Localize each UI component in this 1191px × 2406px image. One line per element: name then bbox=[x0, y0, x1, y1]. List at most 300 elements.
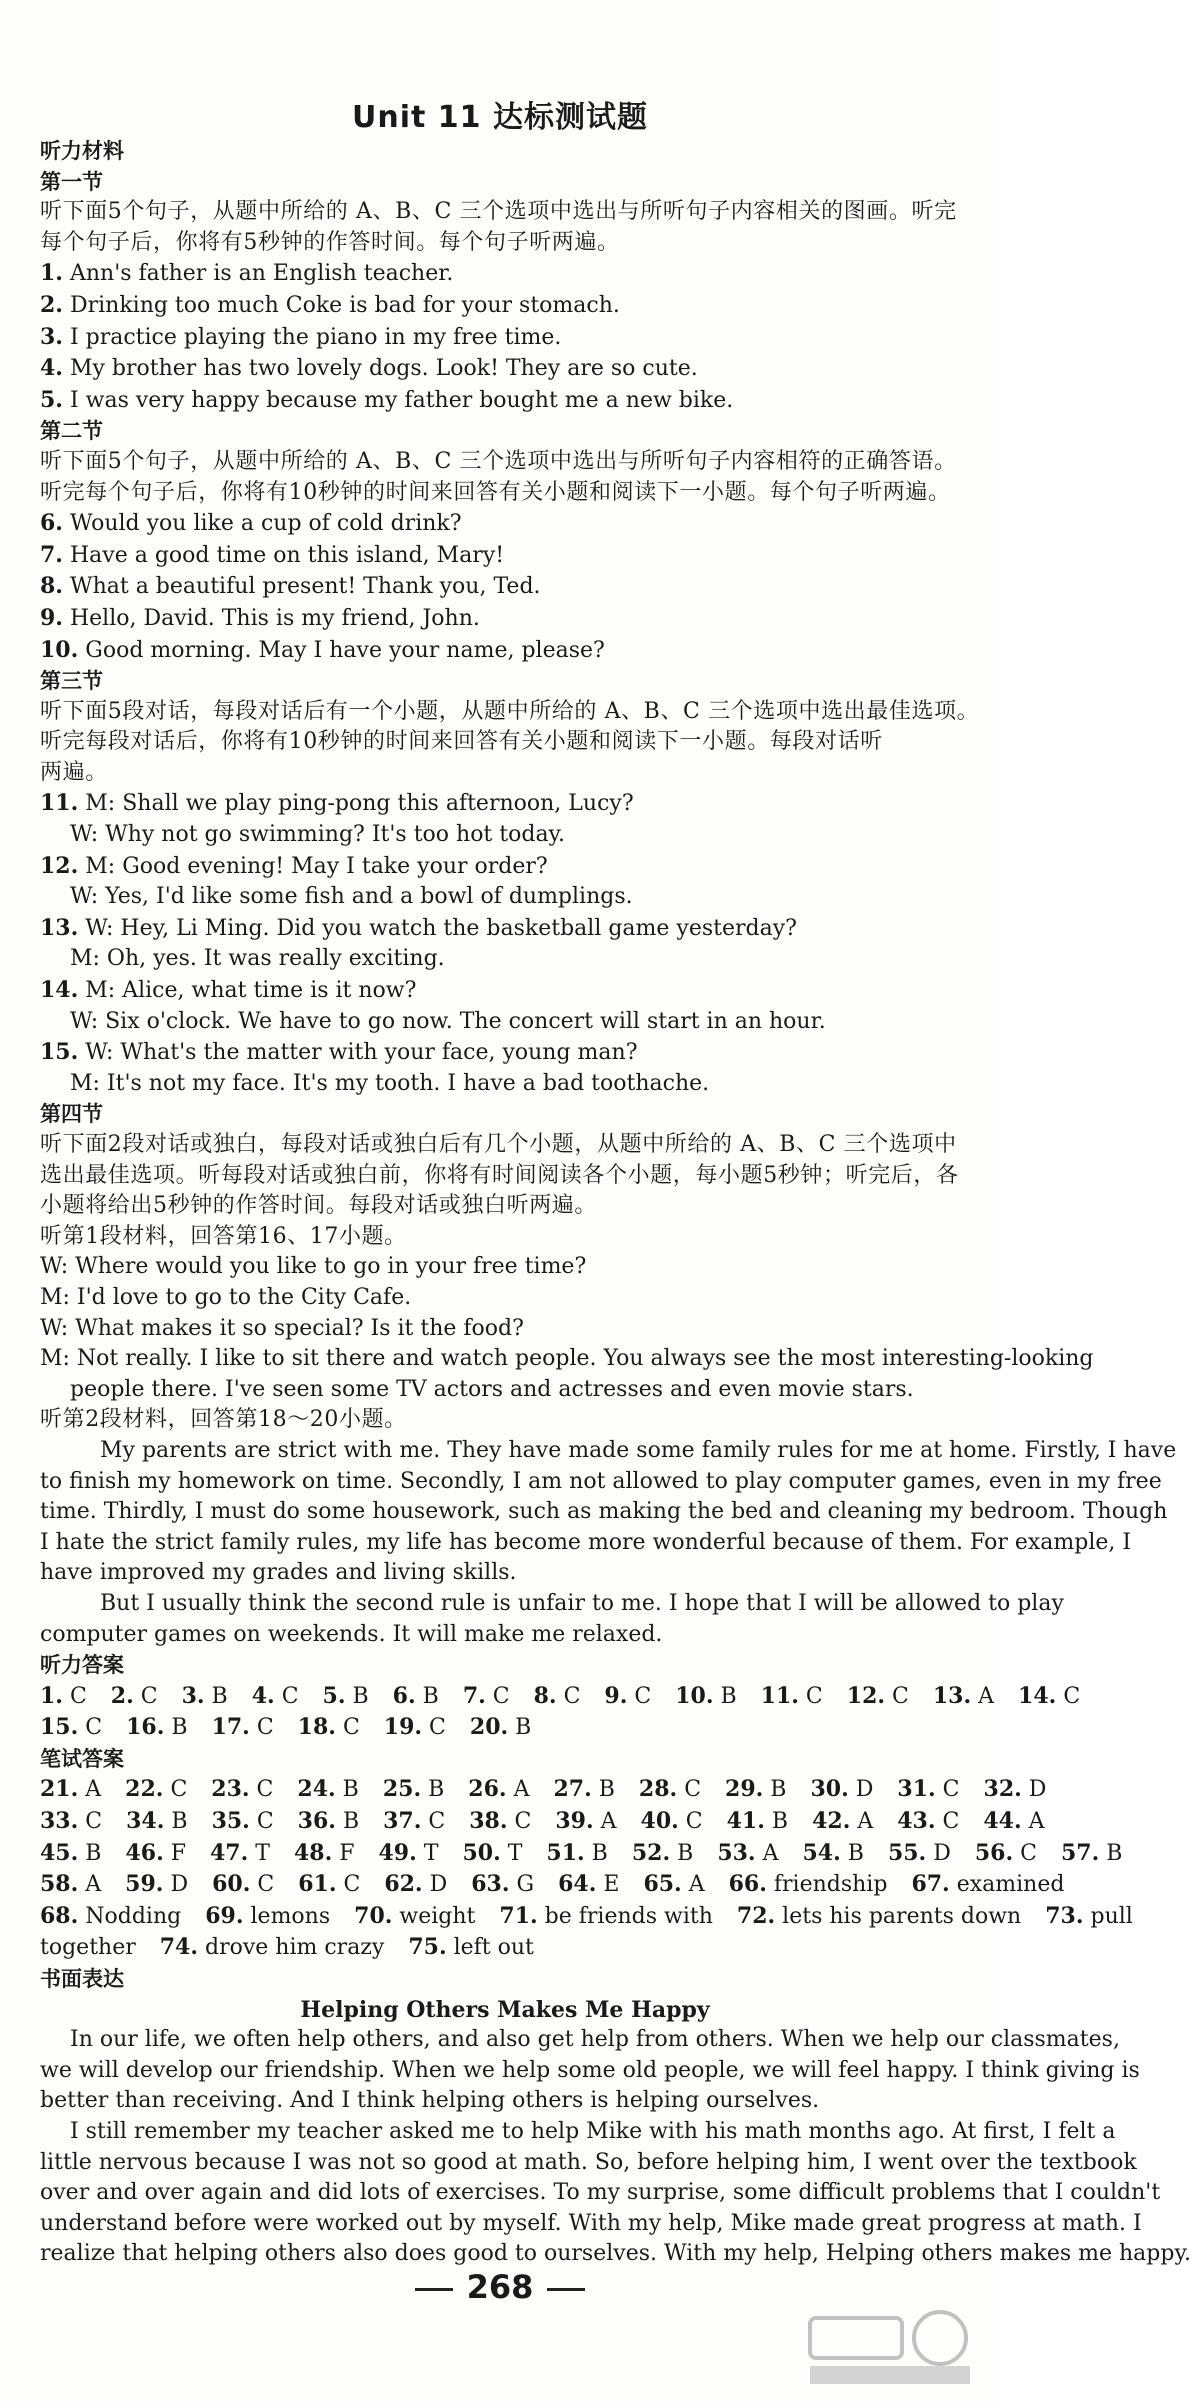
essay-line bbox=[40, 2209, 1142, 2240]
listening-answers bbox=[40, 1681, 1081, 1744]
answer-value: T bbox=[248, 1840, 270, 1866]
material-line bbox=[40, 1130, 970, 1161]
answer-value: pull bbox=[1083, 1903, 1133, 1929]
answer-number: 55. bbox=[887, 1839, 927, 1866]
material-text: Hello, David. This is my friend, John. bbox=[62, 605, 480, 631]
written-answer-item bbox=[212, 1869, 274, 1901]
material-line bbox=[40, 322, 970, 354]
answer-value: G bbox=[509, 1872, 535, 1898]
answer-number: 73. bbox=[1045, 1902, 1084, 1929]
answer-value: B bbox=[164, 1809, 188, 1835]
answer-number: 39. bbox=[555, 1808, 594, 1835]
question-number: 8. bbox=[40, 573, 63, 600]
answer-number: 29. bbox=[725, 1776, 764, 1803]
material-line bbox=[40, 1283, 970, 1314]
written-answer-item bbox=[737, 1901, 1021, 1933]
answer-value: A bbox=[755, 1840, 779, 1866]
answer-number: 31. bbox=[897, 1776, 936, 1803]
listening-answer-item bbox=[212, 1712, 274, 1744]
material-line bbox=[40, 1069, 970, 1100]
material-text: 听完每段对话后，你将有10秒钟的时间来回答有关小题和阅读下一小题。每段对话听 bbox=[40, 729, 883, 755]
question-number: 9. bbox=[40, 604, 63, 631]
written-answer-item bbox=[408, 1932, 534, 1964]
answer-value: A bbox=[850, 1809, 874, 1835]
essay-line bbox=[40, 2148, 1137, 2179]
answer-value: A bbox=[1021, 1809, 1045, 1835]
material-text: M: It's not my face. It's my tooth. I have a bad toothache. bbox=[70, 1070, 710, 1096]
written-answer-item bbox=[1061, 1838, 1122, 1870]
answer-value: C bbox=[422, 1715, 446, 1741]
written-answer-row bbox=[40, 1838, 1123, 1870]
answer-value: B bbox=[508, 1715, 532, 1741]
answer-value: B bbox=[415, 1683, 439, 1709]
material-text: M: Alice, what time is it now? bbox=[78, 978, 417, 1004]
answer-value: B bbox=[204, 1683, 228, 1709]
material-text: 每个句子后，你将有5秒钟的作答时间。每个句子听两遍。 bbox=[40, 229, 620, 255]
written-answer-item bbox=[462, 1838, 522, 1870]
essay-text: understand before were worked out by myself. With my help, Mike made great progress at math. I bbox=[40, 2210, 1142, 2236]
answer-number: 40. bbox=[640, 1808, 679, 1835]
material-line bbox=[40, 540, 970, 572]
material-line bbox=[40, 1589, 1064, 1620]
written-answers-heading: 笔试答案 bbox=[40, 1746, 124, 1771]
material-text: 听力答案 bbox=[40, 1653, 124, 1678]
listening-answer-item bbox=[933, 1681, 994, 1713]
answer-number: 56. bbox=[974, 1839, 1014, 1866]
answer-number: 24. bbox=[297, 1776, 336, 1803]
answer-number: 60. bbox=[212, 1871, 251, 1898]
material-text: M: Shall we play ping-pong this afternoon, Lucy? bbox=[78, 791, 634, 817]
answer-number: 49. bbox=[378, 1839, 417, 1866]
answer-number: 32. bbox=[983, 1776, 1022, 1803]
answer-number: 28. bbox=[638, 1776, 678, 1803]
answer-number: 71. bbox=[499, 1902, 538, 1929]
answer-value: F bbox=[163, 1840, 186, 1866]
written-answer-item bbox=[984, 1774, 1047, 1806]
answer-value: B bbox=[713, 1683, 737, 1709]
answer-value: C bbox=[885, 1683, 909, 1709]
answer-number: 10. bbox=[675, 1682, 714, 1709]
material-text: 小题将给出5秒钟的作答时间。每段对话或独白听两遍。 bbox=[40, 1193, 597, 1219]
written-answer-item bbox=[717, 1838, 778, 1870]
material-line bbox=[40, 913, 970, 945]
answer-number: 46. bbox=[125, 1839, 164, 1866]
answer-value: examined bbox=[949, 1872, 1065, 1898]
material-line bbox=[40, 882, 970, 913]
listening-answer-item bbox=[534, 1681, 581, 1713]
material-line bbox=[40, 508, 970, 540]
material-text: computer games on weekends. It will make me relaxed. bbox=[40, 1621, 663, 1647]
answer-value: Nodding bbox=[78, 1903, 182, 1929]
answer-value: B bbox=[335, 1777, 359, 1803]
material-line bbox=[40, 1099, 970, 1130]
material-text: M: Good evening! May I take your order? bbox=[78, 853, 548, 879]
material-text: 听下面2段对话或独白，每段对话或独白后有几个小题，从题中所给的 A、B、C 三个选项中 bbox=[40, 1132, 957, 1157]
answer-value: B bbox=[421, 1777, 445, 1803]
answer-value: D bbox=[422, 1872, 448, 1898]
material-text: 听下面5段对话，每段对话后有一个小题，从题中所给的 A、B、C 三个选项中选出最佳选项。 bbox=[40, 698, 980, 724]
answer-number: 36. bbox=[297, 1808, 336, 1835]
answer-value: B bbox=[345, 1683, 369, 1709]
answer-number: 6. bbox=[392, 1682, 416, 1709]
answer-value: A bbox=[681, 1872, 705, 1898]
answer-value: C bbox=[163, 1777, 188, 1803]
material-line bbox=[40, 197, 970, 228]
material-line bbox=[40, 447, 970, 478]
answer-value: C bbox=[336, 1872, 361, 1898]
essay-text: realize that helping others also does good to ourselves. With my help, Helping others makes me happy. bbox=[40, 2241, 1191, 2267]
essay-text: over and over again and did lots of exercises. To my surprise, some difficult problems that I couldn't bbox=[40, 2180, 1161, 2206]
answer-value: C bbox=[556, 1683, 581, 1709]
material-text: 听下面5个句子，从题中所给的 A、B、C 三个选项中选出与所听句子内容相关的图画。听完 bbox=[40, 199, 957, 225]
material-line bbox=[40, 1252, 970, 1283]
answer-value: D bbox=[848, 1777, 874, 1803]
material-line bbox=[40, 758, 970, 789]
answer-number: 15. bbox=[40, 1714, 79, 1741]
answer-number: 21. bbox=[40, 1776, 79, 1803]
answer-value: B bbox=[591, 1777, 615, 1803]
answer-value: C bbox=[78, 1809, 103, 1835]
material-line bbox=[40, 1191, 970, 1222]
essay-text: I still remember my teacher asked me to help Mike with his math months ago. At first, I felt a bbox=[70, 2119, 1116, 2144]
material-text: time. Thirdly, I must do some housework, such as making the bed and cleaning my bedroom. Though bbox=[40, 1499, 1168, 1525]
dash-left bbox=[415, 2288, 453, 2291]
answer-number: 67. bbox=[911, 1871, 950, 1898]
answer-value: friendship bbox=[766, 1872, 888, 1898]
material-text: 选出最佳选项。听每段对话或独白前，你将有时间阅读各个小题，每小题5秒钟；听完后，各 bbox=[40, 1162, 959, 1188]
answer-number: 63. bbox=[471, 1871, 510, 1898]
answer-value: weight bbox=[392, 1903, 476, 1929]
answer-value: C bbox=[935, 1777, 960, 1803]
material-line bbox=[40, 385, 970, 417]
material-text: Have a good time on this island, Mary! bbox=[62, 542, 505, 568]
written-answer-item bbox=[384, 1869, 447, 1901]
listening-answer-item bbox=[1018, 1681, 1080, 1713]
answer-number: 70. bbox=[354, 1902, 393, 1929]
question-number: 15. bbox=[40, 1039, 79, 1066]
listening-answer-item bbox=[298, 1712, 360, 1744]
listening-answer-item bbox=[604, 1681, 651, 1713]
written-answer-item bbox=[298, 1869, 360, 1901]
written-answer-item bbox=[639, 1774, 701, 1806]
answer-number: 35. bbox=[211, 1808, 250, 1835]
essay-title: Helping Others Makes Me Happy bbox=[300, 1996, 710, 2023]
written-answer-row bbox=[40, 1932, 970, 1964]
material-text: W: Where would you like to go in your free time? bbox=[40, 1254, 587, 1280]
answer-number: 19. bbox=[383, 1714, 423, 1741]
answer-number: 58. bbox=[40, 1871, 79, 1898]
material-text: 第三节 bbox=[40, 669, 103, 694]
written-answer-item bbox=[40, 1932, 136, 1964]
written-answer-item bbox=[40, 1869, 101, 1901]
material-text: W: What makes it so special? Is it the food? bbox=[40, 1315, 524, 1341]
answer-value: B bbox=[764, 1809, 789, 1835]
answer-value: A bbox=[78, 1872, 102, 1898]
answer-value: C bbox=[133, 1683, 158, 1709]
answer-number: 64. bbox=[558, 1871, 597, 1898]
listening-answer-item bbox=[40, 1681, 87, 1713]
material-line bbox=[40, 228, 970, 259]
listening-material bbox=[40, 136, 1177, 1681]
material-line bbox=[40, 1620, 970, 1651]
material-line bbox=[40, 1558, 970, 1589]
written-answer-item bbox=[125, 1869, 188, 1901]
answer-value: lemons bbox=[243, 1903, 331, 1929]
material-text: But I usually think the second rule is unfair to me. I hope that I will be allowed to play bbox=[100, 1590, 1064, 1616]
answer-number: 9. bbox=[604, 1682, 628, 1709]
answer-number: 72. bbox=[736, 1902, 776, 1929]
answer-value: C bbox=[249, 1809, 274, 1835]
listening-answer-row bbox=[40, 1681, 1081, 1713]
answer-number: 53. bbox=[717, 1839, 756, 1866]
written-answer-item bbox=[553, 1774, 614, 1806]
material-text: to finish my homework on time. Secondly, I am not allowed to play computer games, even in my free bbox=[40, 1468, 1162, 1494]
answer-value: lets his parents down bbox=[775, 1903, 1022, 1929]
answer-number: 45. bbox=[40, 1839, 79, 1866]
answer-value: C bbox=[935, 1809, 960, 1835]
written-answer-item bbox=[205, 1901, 330, 1933]
essay bbox=[40, 2025, 1191, 2270]
written-answer-item bbox=[983, 1806, 1044, 1838]
written-answer-row bbox=[40, 1774, 1047, 1806]
listening-answer-item bbox=[463, 1681, 510, 1713]
essay-text: In our life, we often help others, and also get help from others. When we help our classmates, bbox=[70, 2027, 1120, 2053]
material-line bbox=[40, 975, 970, 1007]
listening-answer-item bbox=[111, 1681, 158, 1713]
material-line bbox=[40, 1467, 1162, 1498]
written-answer-item bbox=[354, 1901, 475, 1933]
material-text: people there. I've seen some TV actors and actresses and even movie stars. bbox=[70, 1376, 914, 1402]
listening-answer-item bbox=[126, 1712, 187, 1744]
answer-number: 3. bbox=[181, 1682, 205, 1709]
essay-text: better than receiving. And I think helping others is helping ourselves. bbox=[40, 2088, 820, 2114]
written-answer-item bbox=[888, 1838, 951, 1870]
answer-number: 18. bbox=[297, 1714, 336, 1741]
listening-answer-item bbox=[761, 1681, 823, 1713]
listening-answer-item bbox=[847, 1681, 909, 1713]
essay-line bbox=[40, 2086, 970, 2117]
answer-value: B bbox=[164, 1715, 188, 1741]
question-number: 6. bbox=[40, 510, 63, 537]
question-number: 3. bbox=[40, 323, 63, 350]
answer-value: D bbox=[1021, 1777, 1047, 1803]
answer-number: 47. bbox=[210, 1839, 249, 1866]
material-line bbox=[40, 571, 970, 603]
material-line bbox=[40, 478, 970, 509]
written-answer-item bbox=[897, 1806, 959, 1838]
answer-value: C bbox=[250, 1872, 275, 1898]
answer-number: 27. bbox=[553, 1776, 592, 1803]
written-answer-item bbox=[40, 1901, 181, 1933]
essay-line bbox=[40, 2239, 1191, 2270]
writing-heading: 书面表达 bbox=[40, 1967, 124, 1992]
listening-answer-item bbox=[40, 1712, 102, 1744]
answer-value: B bbox=[1099, 1840, 1123, 1866]
question-number: 2. bbox=[40, 291, 63, 318]
written-answer-item bbox=[212, 1806, 274, 1838]
written-answer-item bbox=[499, 1901, 713, 1933]
answer-value: B bbox=[78, 1840, 102, 1866]
answer-number: 14. bbox=[1018, 1682, 1057, 1709]
answer-value: C bbox=[678, 1809, 703, 1835]
answer-value: together bbox=[40, 1935, 136, 1961]
answer-value: C bbox=[1056, 1683, 1081, 1709]
listening-answer-item bbox=[470, 1712, 531, 1744]
written-answer-item bbox=[555, 1806, 616, 1838]
material-text: My brother has two lovely dogs. Look! They are so cute. bbox=[62, 356, 698, 382]
material-line bbox=[40, 944, 970, 975]
material-text: W: Why not go swimming? It's too hot today. bbox=[70, 822, 566, 848]
question-number: 12. bbox=[40, 852, 79, 879]
listening-answer-row bbox=[40, 1712, 970, 1744]
written-answer-item bbox=[632, 1838, 693, 1870]
answer-number: 42. bbox=[812, 1808, 851, 1835]
material-text: M: Not really. I like to sit there and watch people. You always see the most interesting-looking bbox=[40, 1346, 1094, 1372]
answer-value: C bbox=[335, 1715, 360, 1741]
written-answer-row bbox=[40, 1869, 1065, 1901]
answer-value: C bbox=[249, 1777, 274, 1803]
answer-number: 62. bbox=[384, 1871, 423, 1898]
written-answer-item bbox=[975, 1838, 1037, 1870]
answer-number: 43. bbox=[897, 1808, 936, 1835]
written-answer-item bbox=[125, 1774, 187, 1806]
answer-value: C bbox=[62, 1683, 87, 1709]
written-answer-item bbox=[211, 1774, 273, 1806]
written-answer-item bbox=[727, 1806, 788, 1838]
material-line bbox=[40, 416, 970, 447]
material-text: W: What's the matter with your face, young man? bbox=[78, 1040, 638, 1066]
written-answer-row bbox=[40, 1806, 1045, 1838]
material-text: have improved my grades and living skills. bbox=[40, 1560, 517, 1586]
listening-answer-item bbox=[252, 1681, 299, 1713]
answer-value: B bbox=[335, 1809, 360, 1835]
answer-value: A bbox=[971, 1683, 995, 1709]
material-line bbox=[40, 1007, 970, 1038]
material-text: Drinking too much Coke is bad for your stomach. bbox=[62, 292, 620, 318]
material-text: Ann's father is an English teacher. bbox=[62, 261, 454, 287]
answer-number: 68. bbox=[40, 1902, 79, 1929]
answer-number: 66. bbox=[728, 1871, 767, 1898]
material-text: 听第1段材料，回答第16、17小题。 bbox=[40, 1223, 407, 1249]
material-text: 两遍。 bbox=[40, 759, 108, 785]
answer-number: 11. bbox=[760, 1682, 799, 1709]
written-answer-item bbox=[125, 1838, 186, 1870]
dash-right bbox=[547, 2288, 585, 2291]
material-text: Would you like a cup of cold drink? bbox=[62, 511, 462, 537]
answer-number: 13. bbox=[932, 1682, 972, 1709]
page-number-text: 268 bbox=[466, 2268, 534, 2306]
listening-answer-item bbox=[323, 1681, 369, 1713]
material-text: 第二节 bbox=[40, 419, 103, 444]
written-answer-item bbox=[897, 1774, 959, 1806]
written-answer-item bbox=[1045, 1901, 1133, 1933]
material-line bbox=[40, 1650, 970, 1681]
answer-value: B bbox=[840, 1840, 864, 1866]
material-line bbox=[40, 1161, 970, 1192]
material-line bbox=[40, 1497, 1168, 1528]
question-number: 5. bbox=[40, 386, 63, 413]
material-line bbox=[40, 258, 970, 290]
essay-text: little nervous because I was not so good at math. So, before helping him, I went over the textbook bbox=[40, 2149, 1137, 2175]
material-line bbox=[40, 167, 970, 198]
written-answer-item bbox=[40, 1838, 101, 1870]
material-line bbox=[40, 697, 980, 728]
answer-number: 4. bbox=[251, 1682, 275, 1709]
material-line bbox=[40, 1528, 1132, 1559]
answer-number: 12. bbox=[846, 1682, 886, 1709]
answer-value: C bbox=[421, 1809, 446, 1835]
answer-number: 48. bbox=[293, 1839, 333, 1866]
page-title: Unit 11 达标测试题 bbox=[352, 100, 648, 135]
material-text: 第四节 bbox=[40, 1102, 103, 1127]
listening-answer-item bbox=[675, 1681, 736, 1713]
answer-value: E bbox=[596, 1872, 620, 1898]
answer-number: 44. bbox=[983, 1808, 1022, 1835]
material-line bbox=[40, 666, 970, 697]
material-text: W: Six o'clock. We have to go now. The concert will start in an hour. bbox=[70, 1008, 826, 1034]
written-answer-item bbox=[379, 1838, 439, 1870]
answer-value: B bbox=[670, 1840, 694, 1866]
material-text: M: I'd love to go to the City Cafe. bbox=[40, 1284, 412, 1310]
answer-number: 61. bbox=[298, 1871, 337, 1898]
material-text: 听完每个句子后，你将有10秒钟的时间来回答有关小题和阅读下一小题。每个句子听两遍。 bbox=[40, 479, 951, 505]
question-number: 13. bbox=[40, 914, 79, 941]
answer-value: be friends with bbox=[537, 1903, 713, 1929]
written-answer-item bbox=[160, 1932, 385, 1964]
answer-number: 20. bbox=[469, 1714, 509, 1741]
written-answer-item bbox=[126, 1806, 187, 1838]
material-line bbox=[40, 1222, 970, 1253]
question-number: 11. bbox=[40, 790, 79, 817]
answer-number: 59. bbox=[125, 1871, 164, 1898]
written-answer-item bbox=[383, 1806, 445, 1838]
watermark-logo bbox=[800, 2300, 980, 2390]
material-line bbox=[40, 353, 970, 385]
answer-number: 52. bbox=[631, 1839, 671, 1866]
written-answer-item bbox=[297, 1774, 358, 1806]
written-answer-item bbox=[810, 1774, 873, 1806]
question-number: 10. bbox=[40, 636, 79, 663]
answer-value: F bbox=[332, 1840, 355, 1866]
written-answer-item bbox=[546, 1838, 607, 1870]
written-answer-item bbox=[471, 1869, 534, 1901]
answer-value: drove him crazy bbox=[198, 1935, 385, 1961]
written-answer-item bbox=[558, 1869, 619, 1901]
answer-value: C bbox=[485, 1683, 510, 1709]
material-line bbox=[40, 635, 970, 667]
essay-line bbox=[40, 2025, 1120, 2056]
material-text: 听第2段材料，回答第18～20小题。 bbox=[40, 1407, 407, 1433]
written-answer-item bbox=[802, 1838, 863, 1870]
written-answer-item bbox=[298, 1806, 359, 1838]
answer-number: 37. bbox=[383, 1808, 422, 1835]
material-line bbox=[40, 603, 970, 635]
answer-number: 26. bbox=[468, 1776, 507, 1803]
answer-value: D bbox=[163, 1872, 189, 1898]
answer-number: 65. bbox=[643, 1871, 682, 1898]
material-text: I hate the strict family rules, my life has become more wonderful because of them. For example, I bbox=[40, 1529, 1132, 1555]
written-answer-item bbox=[643, 1869, 704, 1901]
listening-answer-item bbox=[393, 1681, 439, 1713]
material-text: My parents are strict with me. They have made some family rules for me at home. Firstly, I have bbox=[100, 1437, 1177, 1463]
material-line bbox=[40, 1405, 970, 1436]
answer-number: 74. bbox=[159, 1934, 199, 1961]
question-number: 14. bbox=[40, 977, 79, 1004]
material-line bbox=[40, 727, 970, 758]
answer-value: C bbox=[798, 1683, 823, 1709]
answer-value: C bbox=[1013, 1840, 1037, 1866]
answer-number: 41. bbox=[726, 1808, 765, 1835]
